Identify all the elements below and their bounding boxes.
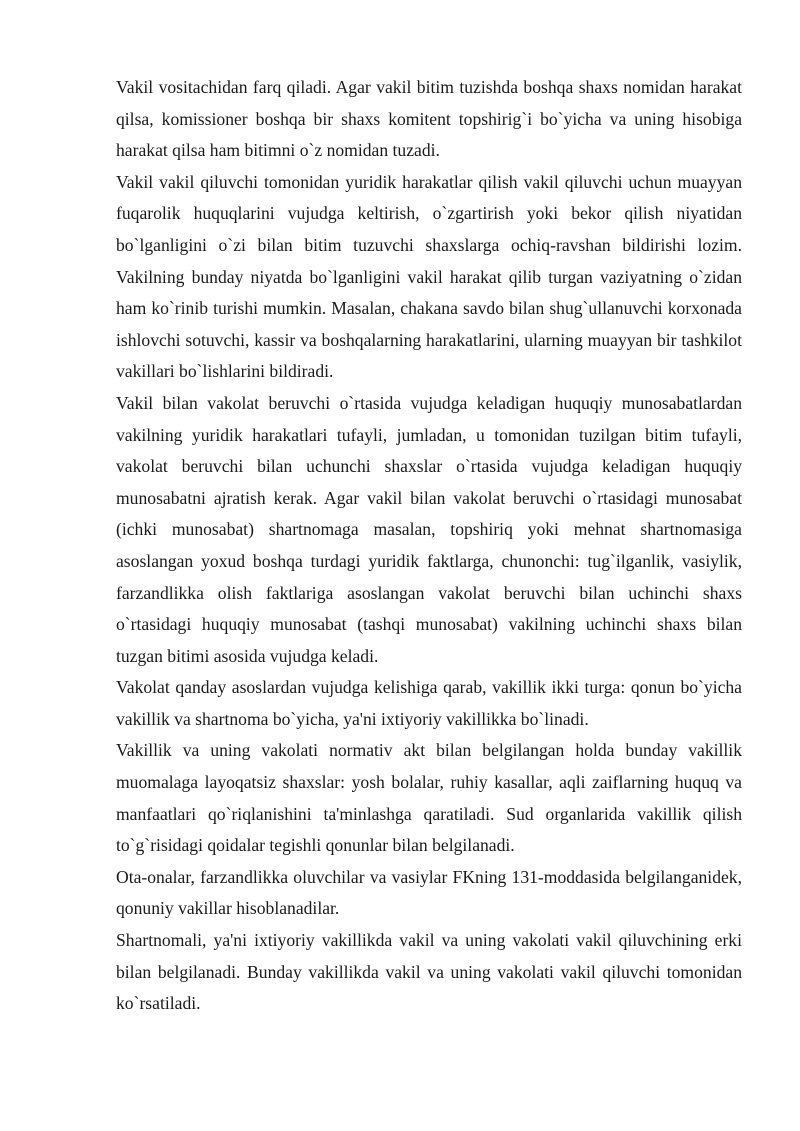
paragraph-2: Vakil vakil qiluvchi tomonidan yuridik harakatlar qilish vakil qiluvchi uchun muayyan fuqarolik huquqlarini vujudga keltirish, o`zgartirish yoki bekor qilish niyatidan bo`lganligini o`zi bilan bitim tuzuvchi shaxslarga ochiq-ravshan bildirishi lozim. Vakilning bunday niyatda bo`lganligini vakil harakat qilib turgan vaziyatning o`zidan ham ko`rinib turishi mumkin. Masalan, chakana savdo bilan shug`ullanuvchi korxonada ishlovchi sotuvchi, kassir va boshqalarning harakatlarini, ularning muayyan bir tashkilot vakillari bo`lishlarini bildiradi.: [116, 171, 742, 382]
paragraph-5: Vakillik va uning vakolati normativ akt bilan belgilangan holda bunday vakillik muomalaga layoqatsiz shaxslar: yosh bolalar, ruhiy kasallar, aqli zaiflarning huquq va manfaatlari qo`riqlanishini ta'minlashga qaratiladi. Sud organlarida vakillik qilish to`g`risidagi qoidalar tegishli qonunlar bilan belgilanadi.: [116, 740, 742, 856]
paragraph-3: Vakil bilan vakolat beruvchi o`rtasida vujudga keladigan huquqiy munosabatlardan vakilning yuridik harakatlari tufayli, jumladan, u tomonidan tuzilgan bitim tufayli, vakolat beruvchi bilan uchunchi shaxslar o`rtasida vujudga keladigan huquqiy munosabatni ajratish kerak. Agar vakil bilan vakolat beruvchi o`rtasidagi munosabat (ichki munosabat) shartnomaga masalan, topshiriq yoki mehnat shartnomasiga asoslangan yoxud boshqa turdagi yuridik faktlarga, chunonchi: tug`ilganlik, vasiylik, farzandlikka olish faktlariga asoslangan vakolat beruvchi bilan uchinchi shaxs o`rtasidagi huquqiy munosabat (tashqi munosabat) vakilning uchinchi shaxs bilan tuzgan bitimi asosida vujudga keladi.: [116, 392, 742, 666]
paragraph-6: Ota-onalar, farzandlikka oluvchilar va vasiylar FKning 131-moddasida belgilanganidek, qonuniy vakillar hisoblanadilar.: [116, 866, 742, 919]
paragraph-7: Shartnomali, ya'ni ixtiyoriy vakillikda vakil va uning vakolati vakil qiluvchining erki bilan belgilanadi. Bunday vakillikda vakil va uning vakolati vakil qiluvchi tomonidan ko`rsatiladi.: [116, 930, 742, 1014]
paragraph-4: Vakolat qanday asoslardan vujudga kelishiga qarab, vakillik ikki turga: qonun bo`yicha vakillik va shartnoma bo`yicha, ya'ni ixtiyoriy vakillikka bo`linadi.: [116, 677, 742, 729]
document-body: [116, 72, 742, 1020]
paragraph-1: Vakil vositachidan farq qiladi. Agar vakil bitim tuzishda boshqa shaxs nomidan harakat qilsa, komissioner boshqa bir shaxs komitent topshirig`i bo`yicha va uning hisobiga harakat qilsa ham bitimni o`z nomidan tuzadi.: [116, 77, 742, 161]
